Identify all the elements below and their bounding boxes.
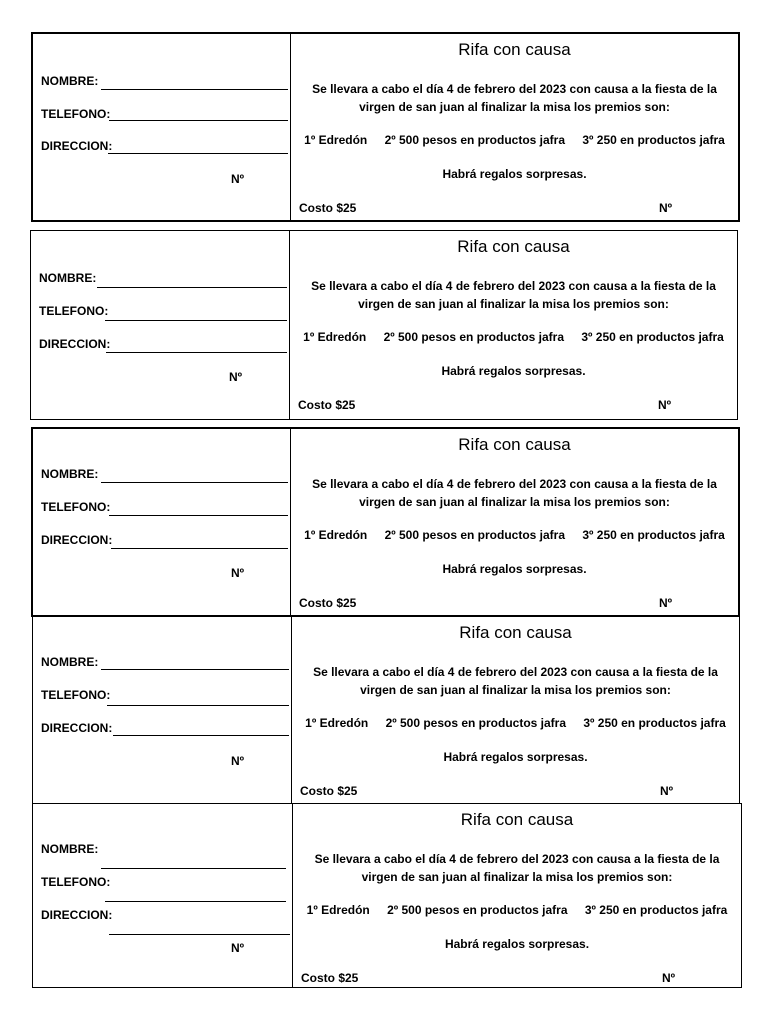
- ticket-stub: [33, 34, 291, 220]
- address-label: DIRECCION:: [41, 139, 113, 153]
- address-line[interactable]: [113, 735, 289, 736]
- stub-number-label: Nº: [231, 172, 245, 186]
- address-label: DIRECCION:: [41, 533, 113, 547]
- prize-2: 2º 500 pesos en productos jafra: [383, 330, 565, 344]
- name-line[interactable]: [97, 287, 287, 288]
- ticket-title: Rifa con causa: [460, 810, 574, 829]
- name-label: NOMBRE:: [41, 655, 99, 669]
- surprise-gifts-note: Habrá regalos sorpresas.: [441, 364, 586, 378]
- stub-number-label: Nº: [231, 941, 245, 955]
- prize-list: [291, 133, 738, 147]
- prize-3: 3º 250 en productos jafra: [582, 528, 725, 542]
- name-label: NOMBRE:: [41, 74, 99, 88]
- prize-2: 2º 500 pesos en productos jafra: [384, 133, 566, 147]
- ticket-description: Se llevara a cabo el día 4 de febrero del 2023 con causa a la fiesta de la virgen de san juan al finalizar la misa los premios son:: [312, 477, 717, 509]
- prize-2: 2º 500 pesos en productos jafra: [384, 528, 566, 542]
- ticket-cost: Costo $25: [298, 398, 356, 412]
- ticket-description: Se llevara a cabo el día 4 de febrero del 2023 con causa a la fiesta de la virgen de san juan al finalizar la misa los premios son:: [312, 82, 717, 114]
- ticket-description: Se llevara a cabo el día 4 de febrero del 2023 con causa a la fiesta de la virgen de san juan al finalizar la misa los premios son:: [314, 852, 720, 884]
- name-line[interactable]: [101, 482, 288, 483]
- name-line[interactable]: [101, 669, 289, 670]
- address-line[interactable]: [106, 352, 287, 353]
- phone-label: TELEFONO:: [41, 875, 111, 889]
- surprise-gifts-note: Habrá regalos sorpresas.: [442, 167, 587, 181]
- address-label: DIRECCION:: [39, 337, 111, 351]
- ticket-cost: Costo $25: [301, 971, 359, 985]
- ticket-main: [292, 617, 739, 803]
- prize-list: [292, 716, 739, 730]
- name-line[interactable]: [101, 89, 288, 90]
- surprise-gifts-note: Habrá regalos sorpresas.: [444, 937, 590, 951]
- prize-list: [291, 528, 738, 542]
- prize-1: 1º Edredón: [304, 528, 368, 542]
- ticket-stub: [33, 804, 293, 987]
- ticket-number-label: Nº: [657, 398, 671, 412]
- stub-number-label: Nº: [231, 566, 245, 580]
- phone-line[interactable]: [109, 515, 288, 516]
- name-label: NOMBRE:: [41, 467, 99, 481]
- ticket-main: [293, 804, 741, 987]
- ticket-title: Rifa con causa: [458, 435, 571, 454]
- phone-line[interactable]: [105, 901, 286, 902]
- prize-2: 2º 500 pesos en productos jafra: [387, 903, 568, 917]
- ticket-number-label: Nº: [661, 971, 675, 985]
- raffle-ticket: [30, 230, 738, 420]
- ticket-cost: Costo $25: [300, 784, 358, 798]
- prize-1: 1º Edredón: [306, 903, 370, 917]
- ticket-stub: [33, 617, 292, 803]
- prize-1: 1º Edredón: [303, 330, 367, 344]
- ticket-cost: Costo $25: [299, 596, 357, 610]
- address-line[interactable]: [109, 934, 290, 935]
- ticket-number-label: Nº: [658, 201, 672, 215]
- prize-list: [293, 903, 741, 917]
- address-line[interactable]: [111, 548, 288, 549]
- ticket-main: [291, 429, 738, 615]
- phone-label: TELEFONO:: [41, 688, 111, 702]
- ticket-stub: [33, 429, 291, 615]
- stub-number-label: Nº: [231, 754, 245, 768]
- name-label: NOMBRE:: [39, 271, 97, 285]
- surprise-gifts-note: Habrá regalos sorpresas.: [442, 562, 587, 576]
- phone-line[interactable]: [105, 320, 287, 321]
- ticket-description: Se llevara a cabo el día 4 de febrero del 2023 con causa a la fiesta de la virgen de san juan al finalizar la misa los premios son:: [311, 279, 716, 311]
- ticket-title: Rifa con causa: [457, 237, 570, 256]
- prize-3: 3º 250 en productos jafra: [582, 133, 725, 147]
- phone-label: TELEFONO:: [39, 304, 109, 318]
- raffle-ticket: [31, 32, 740, 222]
- prize-3: 3º 250 en productos jafra: [584, 903, 728, 917]
- prize-3: 3º 250 en productos jafra: [583, 716, 726, 730]
- ticket-title: Rifa con causa: [459, 623, 572, 642]
- ticket-description: Se llevara a cabo el día 4 de febrero del 2023 con causa a la fiesta de la virgen de san juan al finalizar la misa los premios son:: [313, 665, 718, 697]
- ticket-cost: Costo $25: [299, 201, 357, 215]
- phone-label: TELEFONO:: [41, 107, 111, 121]
- stub-number-label: Nº: [229, 370, 243, 384]
- phone-label: TELEFONO:: [41, 500, 111, 514]
- prize-2: 2º 500 pesos en productos jafra: [385, 716, 567, 730]
- ticket-stub: [31, 231, 290, 419]
- phone-line[interactable]: [107, 705, 289, 706]
- address-line[interactable]: [108, 153, 288, 154]
- raffle-ticket: [32, 616, 740, 804]
- ticket-main: [290, 231, 737, 419]
- prize-list: [290, 330, 737, 344]
- address-label: DIRECCION:: [41, 908, 113, 922]
- surprise-gifts-note: Habrá regalos sorpresas.: [443, 750, 588, 764]
- address-label: DIRECCION:: [41, 721, 113, 735]
- name-line[interactable]: [101, 868, 286, 869]
- raffle-ticket: [31, 427, 740, 617]
- prize-3: 3º 250 en productos jafra: [581, 330, 724, 344]
- phone-line[interactable]: [109, 120, 288, 121]
- ticket-title: Rifa con causa: [458, 40, 571, 59]
- ticket-number-label: Nº: [659, 784, 673, 798]
- prize-1: 1º Edredón: [305, 716, 369, 730]
- raffle-ticket: [32, 803, 742, 988]
- ticket-main: [291, 34, 738, 220]
- name-label: NOMBRE:: [41, 842, 99, 856]
- prize-1: 1º Edredón: [304, 133, 368, 147]
- ticket-number-label: Nº: [658, 596, 672, 610]
